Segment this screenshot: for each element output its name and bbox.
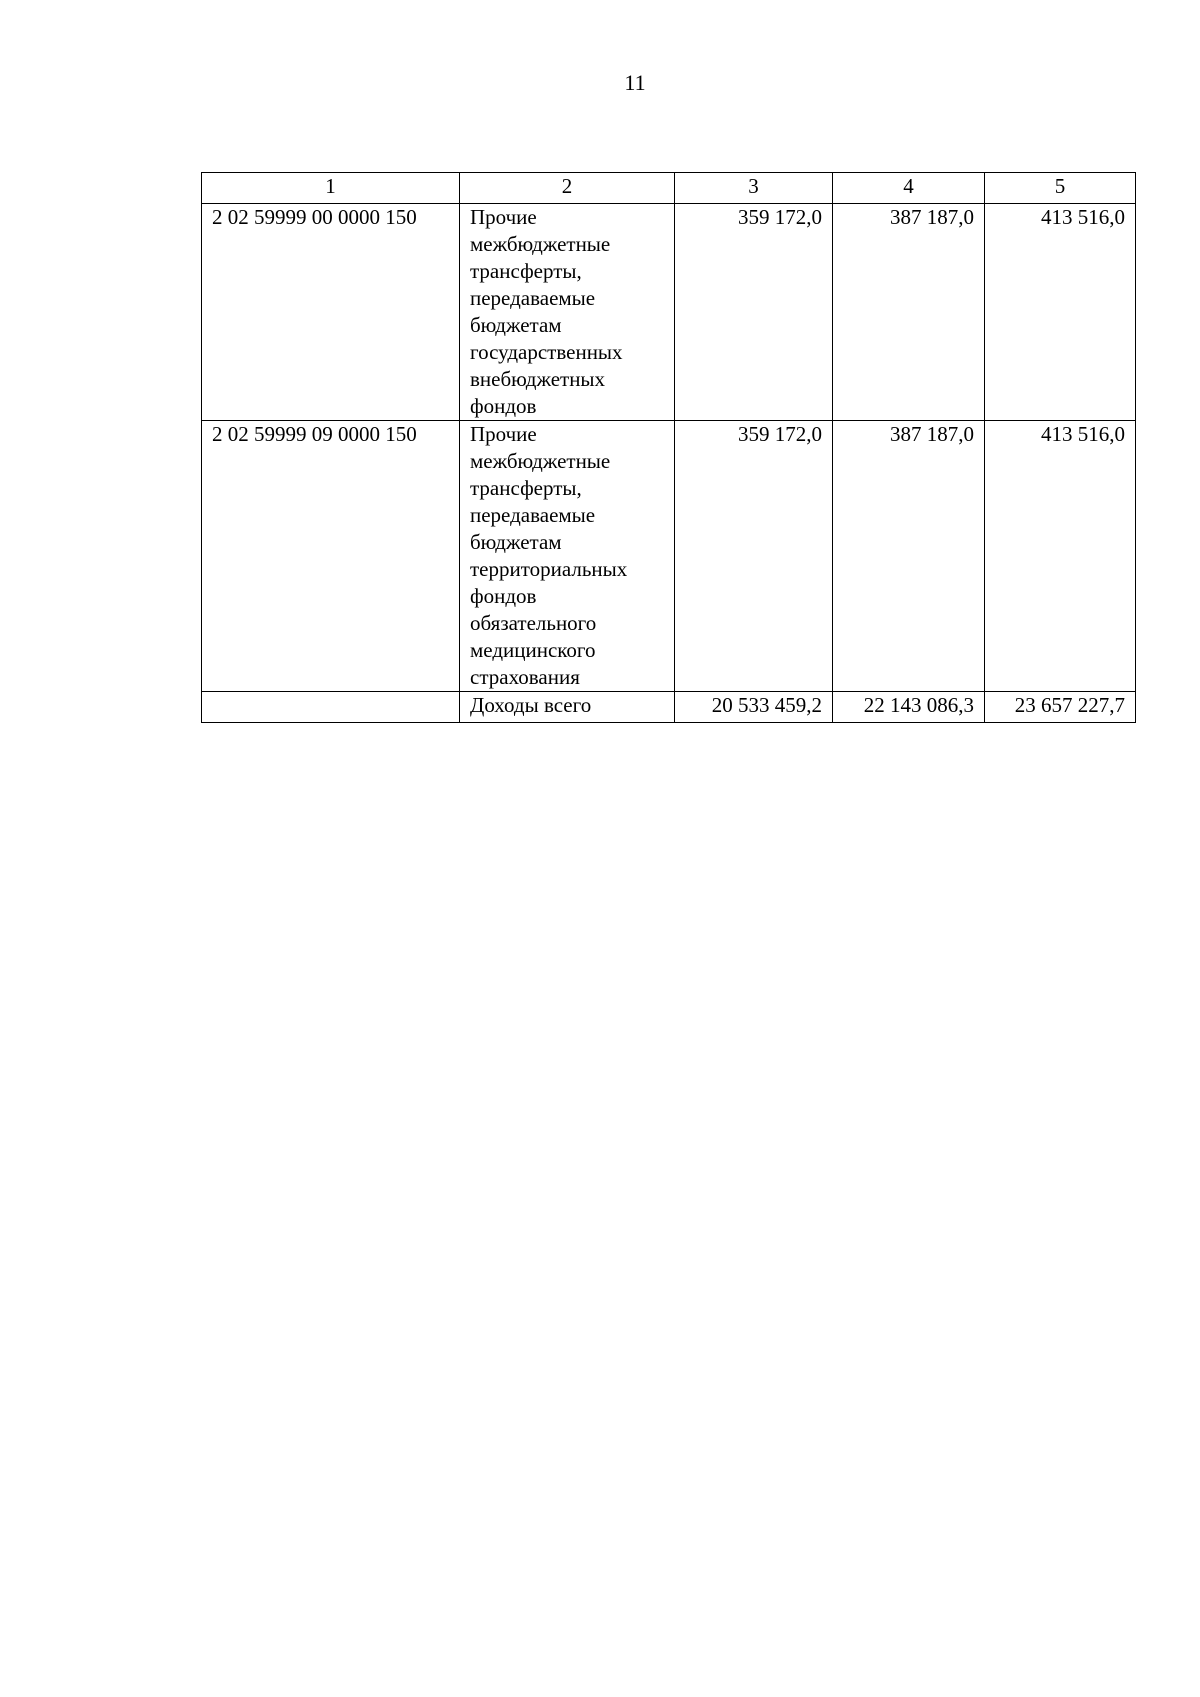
total-year-2: 22 143 086,3 [833, 692, 985, 723]
budget-code: 2 02 59999 09 0000 150 [202, 421, 460, 692]
column-number-3: 3 [675, 173, 833, 204]
revenue-name-line: внебюджетных [470, 367, 606, 391]
page-number: 11 [624, 70, 646, 95]
total-year-1: 20 533 459,2 [675, 692, 833, 723]
revenue-table [201, 172, 1136, 723]
revenue-name-line: обязательного [470, 611, 597, 635]
column-number-2: 2 [460, 173, 675, 204]
total-row [202, 692, 1136, 723]
table-row [202, 204, 1136, 421]
revenue-name-line: бюджетам [470, 530, 562, 554]
amount-year-2: 387 187,0 [833, 421, 985, 692]
column-number-1: 1 [202, 173, 460, 204]
revenue-name-line: страхования [470, 665, 580, 689]
amount-year-2: 387 187,0 [833, 204, 985, 421]
total-year-3: 23 657 227,7 [985, 692, 1136, 723]
revenue-name-line: передаваемые [470, 286, 596, 310]
revenue-name-line: медицинского [470, 638, 596, 662]
revenue-name-line: бюджетам [470, 313, 562, 337]
amount-year-1: 359 172,0 [675, 204, 833, 421]
amount-year-1: 359 172,0 [675, 421, 833, 692]
revenue-name-line: трансферты, [470, 259, 582, 283]
table-row [202, 421, 1136, 692]
revenue-name-line: фондов [470, 394, 537, 418]
revenue-name-line: трансферты, [470, 476, 582, 500]
revenue-name-line: передаваемые [470, 503, 596, 527]
column-number-4: 4 [833, 173, 985, 204]
revenue-name [460, 204, 675, 421]
revenue-name-line: межбюджетные [470, 232, 611, 256]
total-label: Доходы всего [460, 692, 675, 723]
revenue-name-line: территориальных [470, 557, 628, 581]
budget-code: 2 02 59999 00 0000 150 [202, 204, 460, 421]
table-header-row [202, 173, 1136, 204]
revenue-name-line: Прочие [470, 422, 537, 446]
revenue-name-line: государственных [470, 340, 623, 364]
amount-year-3: 413 516,0 [985, 204, 1136, 421]
column-number-5: 5 [985, 173, 1136, 204]
revenue-name-line: фондов [470, 584, 537, 608]
revenue-name [460, 421, 675, 692]
amount-year-3: 413 516,0 [985, 421, 1136, 692]
budget-code [202, 692, 460, 723]
revenue-name-line: Прочие [470, 205, 537, 229]
revenue-name-line: межбюджетные [470, 449, 611, 473]
